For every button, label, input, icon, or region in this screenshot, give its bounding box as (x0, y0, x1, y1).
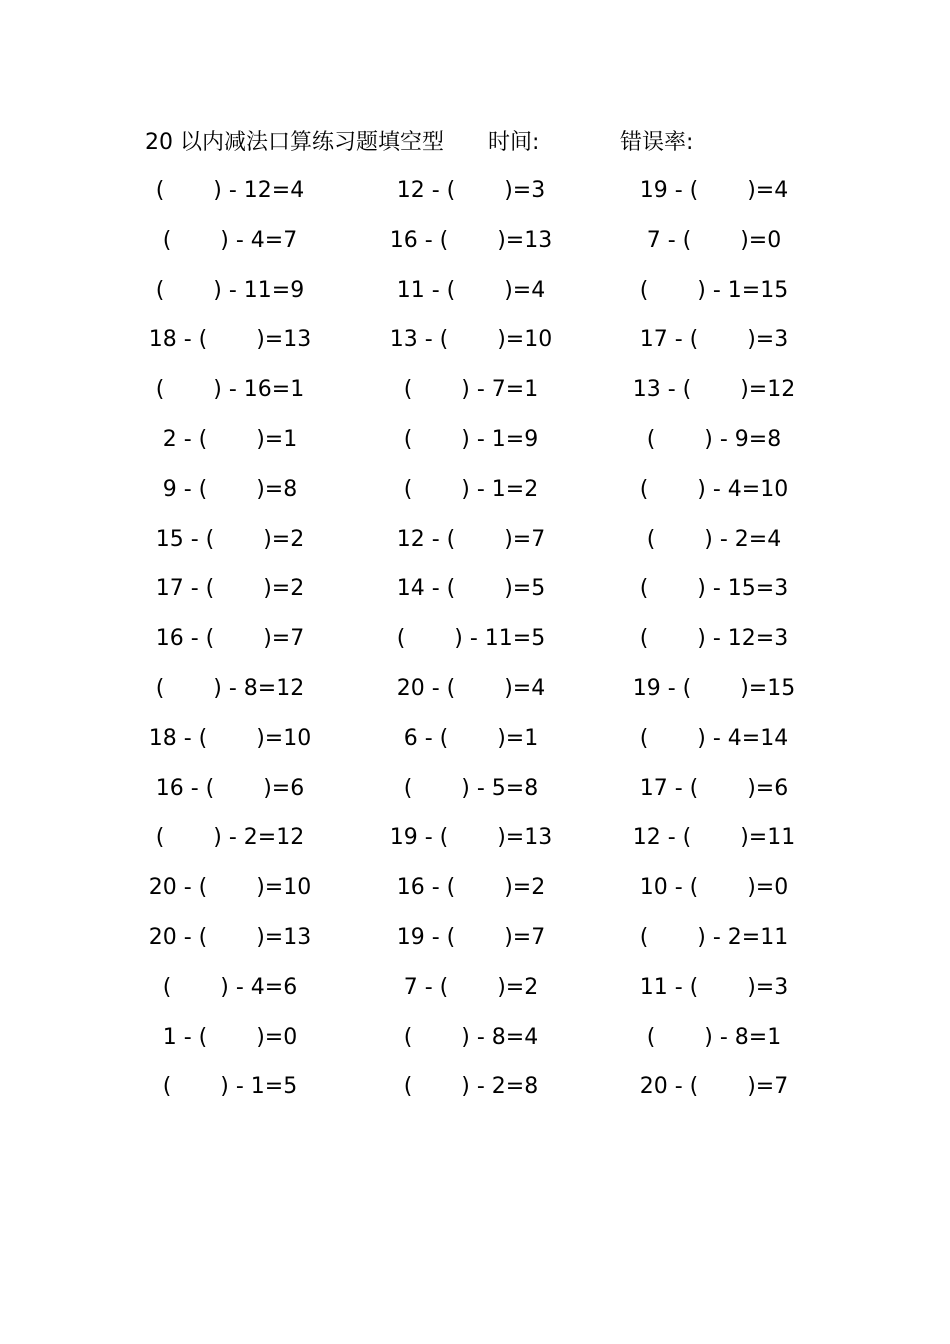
exercise-problem: 12 - ( )=3 (396, 178, 546, 203)
exercise-problem: ( ) - 8=12 (155, 675, 305, 701)
exercise-row (0, 622, 950, 672)
exercise-problem: ( ) - 2=4 (646, 526, 782, 552)
exercise-problem: 11 - ( )=3 (639, 974, 789, 1000)
exercise-row (0, 423, 950, 473)
exercise-row (0, 921, 950, 971)
exercise-problem: 9 - ( )=8 (162, 476, 298, 502)
exercise-problem: ( ) - 9=8 (646, 426, 782, 452)
exercise-problem: 18 - ( )=13 (148, 327, 312, 353)
exercise-problem: 15 - ( )=2 (155, 526, 305, 552)
exercise-row (0, 572, 950, 622)
exercise-problem: 16 - ( )=2 (396, 875, 546, 901)
exercise-row (0, 174, 950, 224)
error-rate-label: 错误率: (620, 130, 694, 155)
exercise-row (0, 672, 950, 722)
exercise-problem: ( ) - 1=5 (162, 1074, 298, 1100)
exercise-problem: ( ) - 4=6 (162, 974, 298, 1000)
exercise-problem: 11 - ( )=4 (396, 277, 546, 303)
exercise-row (0, 523, 950, 573)
exercise-problem: ( ) - 1=9 (403, 426, 539, 452)
exercise-problem: 20 - ( )=10 (148, 875, 312, 901)
exercise-problem: ( ) - 1=15 (639, 277, 789, 303)
exercise-problem: ( ) - 1=2 (403, 476, 539, 502)
exercise-row (0, 224, 950, 274)
exercise-problem: ( ) - 4=10 (639, 476, 789, 502)
exercise-row (0, 1021, 950, 1071)
exercise-problem: 19 - ( )=13 (389, 825, 553, 851)
exercise-problem: ( ) - 4=14 (639, 725, 789, 751)
worksheet-title: 20 以内减法口算练习题填空型 (145, 130, 444, 155)
exercise-problem: 1 - ( )=0 (162, 1024, 298, 1050)
exercise-problem: 16 - ( )=7 (155, 626, 305, 652)
exercise-problem: 19 - ( )=7 (396, 924, 546, 950)
exercise-problem: 20 - ( )=4 (396, 675, 546, 701)
exercise-row (0, 821, 950, 871)
exercise-problem: 20 - ( )=13 (148, 924, 312, 950)
exercise-problem: 19 - ( )=15 (632, 675, 796, 701)
exercise-row (0, 722, 950, 772)
exercise-problem: 14 - ( )=5 (396, 576, 546, 602)
exercise-problem: ( ) - 15=3 (639, 576, 789, 602)
exercise-row (0, 473, 950, 523)
exercise-problem: ( ) - 2=11 (639, 924, 789, 950)
exercise-problem: 16 - ( )=13 (389, 227, 553, 253)
exercise-problem: 17 - ( )=3 (639, 327, 789, 353)
exercise-problem: ( ) - 11=5 (396, 626, 546, 652)
exercise-row (0, 274, 950, 324)
exercise-row (0, 971, 950, 1021)
exercise-problem: 18 - ( )=10 (148, 725, 312, 751)
exercise-problem: 19 - ( )=4 (639, 178, 789, 203)
exercise-problem: 20 - ( )=7 (639, 1074, 789, 1100)
exercise-problem: ( ) - 16=1 (155, 377, 305, 403)
exercise-row (0, 772, 950, 822)
exercise-row (0, 1070, 950, 1120)
exercise-problem: ( ) - 7=1 (403, 377, 539, 403)
exercise-problem: 17 - ( )=2 (155, 576, 305, 602)
exercise-problem: 10 - ( )=0 (639, 875, 789, 901)
exercise-problem: ( ) - 12=4 (155, 178, 305, 203)
exercise-problem: 12 - ( )=7 (396, 526, 546, 552)
exercise-problem: 13 - ( )=12 (632, 377, 796, 403)
exercise-problem: ( ) - 2=8 (403, 1074, 539, 1100)
exercise-problem: ( ) - 5=8 (403, 775, 539, 801)
exercise-grid (0, 174, 950, 1120)
exercise-problem: ( ) - 11=9 (155, 277, 305, 303)
exercise-problem: 13 - ( )=10 (389, 327, 553, 353)
exercise-row (0, 373, 950, 423)
exercise-problem: 7 - ( )=0 (646, 227, 782, 253)
exercise-problem: ( ) - 8=4 (403, 1024, 539, 1050)
exercise-problem: 12 - ( )=11 (632, 825, 796, 851)
exercise-problem: ( ) - 8=1 (646, 1024, 782, 1050)
exercise-problem: 16 - ( )=6 (155, 775, 305, 801)
exercise-problem: ( ) - 12=3 (639, 626, 789, 652)
exercise-row (0, 871, 950, 921)
time-label: 时间: (488, 130, 540, 155)
exercise-problem: 7 - ( )=2 (403, 974, 539, 1000)
exercise-problem: ( ) - 2=12 (155, 825, 305, 851)
exercise-problem: ( ) - 4=7 (162, 227, 298, 253)
exercise-row (0, 323, 950, 373)
worksheet-header (145, 126, 745, 160)
exercise-problem: 17 - ( )=6 (639, 775, 789, 801)
exercise-problem: 2 - ( )=1 (162, 426, 298, 452)
exercise-problem: 6 - ( )=1 (403, 725, 539, 751)
